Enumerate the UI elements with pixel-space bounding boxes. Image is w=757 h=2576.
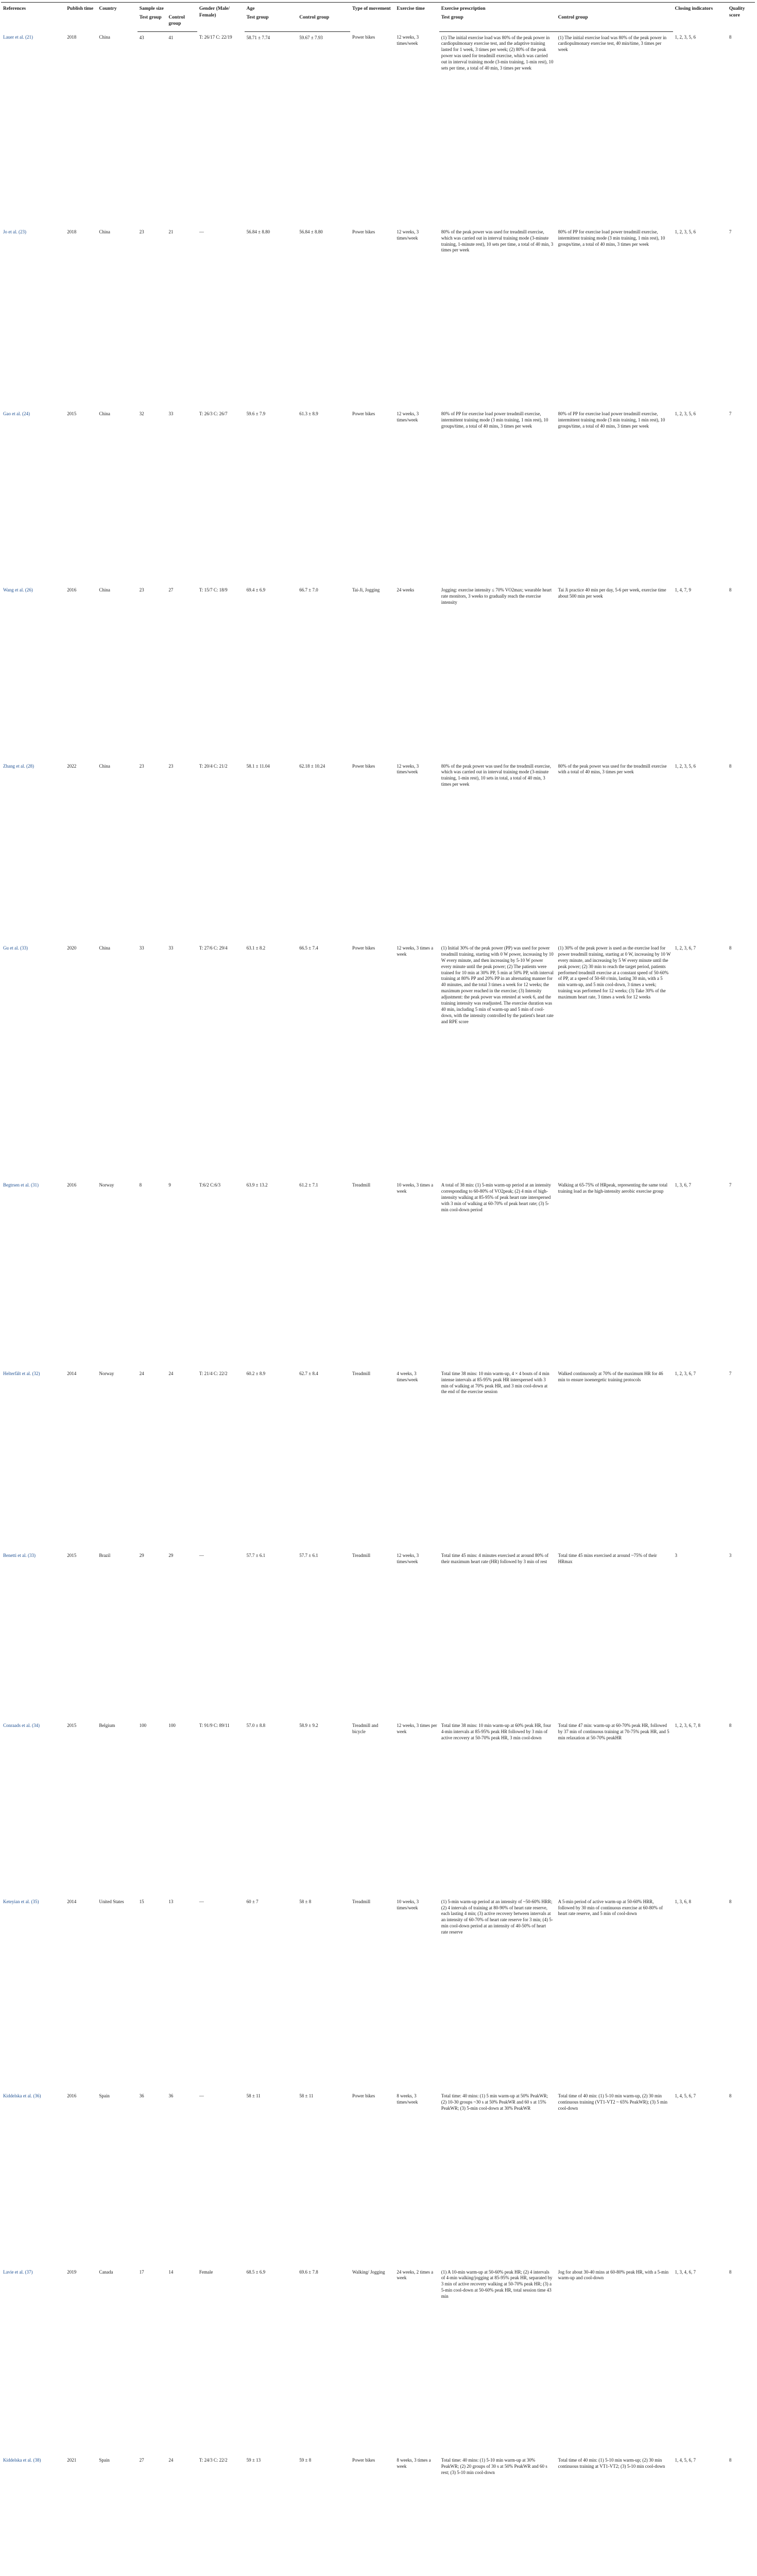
country-cell: China	[99, 945, 110, 951]
country-cell: Canada	[99, 2269, 113, 2275]
reference-cell[interactable]: Gao et al. (24)	[3, 411, 30, 417]
exercise-time-cell: 8 weeks, 3 times/week	[397, 2093, 418, 2105]
prescription-control-cell: 80% of PP for exercise load power treadmill exercise, intermittent training mode (3 min training, 1 min rest), 10 groups/time, a total of 40 mins, 3 times per week	[558, 229, 665, 247]
closing-indicators-cell: 1, 2, 3, 5, 6	[675, 229, 696, 234]
sample-test-cell: 23	[139, 763, 144, 769]
sample-control-cell: 100	[168, 1723, 176, 1728]
prescription-test-cell: 80% of the peak power was used for treadmill exercise, which was carried out in interval training mode (3-minute training, 1-minute rest), 10 sets per time, a total of 40 min, 3 times per week	[441, 229, 554, 253]
exercise-time-cell: 12 weeks, 3 times per week	[397, 1723, 437, 1734]
reference-cell[interactable]: Jo et al. (23)	[3, 229, 26, 234]
sample-test-cell: 27	[139, 2457, 144, 2463]
country-cell: China	[99, 411, 110, 417]
study-characteristics-table	[1, 2, 755, 2576]
movement-type-cell: Power bikes	[352, 945, 375, 951]
table-row	[1, 584, 755, 760]
movement-type-cell: Power bikes	[352, 2457, 375, 2463]
col-sample-test: Test group	[137, 13, 167, 32]
gender-cell: —	[199, 229, 204, 234]
publish-time-cell: 2015	[67, 1723, 77, 1728]
age-control-cell: 61.2 ± 7.1	[299, 1182, 318, 1188]
age-control-cell: 57.7 ± 6.1	[299, 1553, 318, 1558]
exercise-time-cell: 12 weeks, 3 times/week	[397, 1553, 419, 1565]
closing-indicators-cell: 1, 4, 5, 6, 7	[675, 2457, 696, 2463]
table-row	[1, 2454, 755, 2576]
table-row	[1, 1179, 755, 1367]
exercise-time-cell: 10 weeks, 3 times a week	[397, 1182, 434, 1194]
sample-test-cell: 23	[139, 587, 144, 592]
age-test-cell: 58.71 ± 7.74	[246, 35, 270, 40]
age-control-cell: 66.5 ± 7.4	[299, 945, 318, 951]
exercise-time-cell: 12 weeks, 3 times/week	[397, 411, 419, 423]
reference-cell[interactable]: Begtrsen et al. (31)	[3, 1182, 39, 1188]
col-exercise-prescription: Exercise prescription	[439, 3, 673, 13]
country-cell: Norway	[99, 1370, 114, 1376]
gender-cell: T: 15/7 C: 18/9	[199, 587, 228, 592]
quality-score-cell: 8	[729, 1723, 732, 1728]
prescription-control-cell: A 5-min period of active warm-up at 50-60% HRR, followed by 30 min of continuous exercise at 60-80% of heart rate reserve, and 5 min of cool-down	[558, 1899, 663, 1917]
col-age-control: Control group	[297, 13, 350, 32]
table-body	[1, 31, 755, 2576]
sample-test-cell: 36	[139, 2093, 144, 2098]
gender-cell: T: 26/17 C: 22/19	[199, 35, 232, 40]
sample-test-cell: 8	[139, 1182, 142, 1188]
quality-score-cell: 8	[729, 945, 732, 951]
sample-test-cell: 23	[139, 229, 144, 234]
col-country: Country	[97, 3, 137, 32]
closing-indicators-cell: 1, 3, 4, 6, 7	[675, 2269, 696, 2275]
sample-control-cell: 29	[168, 1553, 174, 1558]
sample-test-cell: 100	[139, 1723, 147, 1728]
gender-cell: —	[199, 2093, 204, 2098]
age-test-cell: 59.6 ± 7.9	[246, 411, 266, 417]
prescription-test-cell: 80% of the peak power was used for the treadmill exercise, which was carried out in interval training mode (3-minute training, 1-min rest), 10 sets in total, a total of 40 min, 3 times per week	[441, 763, 551, 787]
reference-cell[interactable]: Lavie et al. (37)	[3, 2269, 33, 2275]
quality-score-cell: 7	[729, 411, 732, 417]
closing-indicators-cell: 3	[675, 1553, 678, 1558]
prescription-control-cell: (1) The initial exercise load was 80% of the peak power in cardiopulmonary exercise test, 40 min/time, 3 times per week	[558, 35, 667, 53]
age-test-cell: 58 ± 11	[246, 2093, 261, 2098]
sample-test-cell: 32	[139, 411, 144, 417]
prescription-control-cell: Total time 47 min: warm-up at 60-70% peak HR, followed by 37 min of continuous training at 70-75% peak HR, and 5 min relaxation at 50-70% peakHR	[558, 1723, 669, 1740]
sample-control-cell: 9	[168, 1182, 171, 1188]
prescription-control-cell: Total time 45 mins exercised at around ~75% of their HRmax	[558, 1553, 657, 1565]
age-control-cell: 58 ± 11	[299, 2093, 314, 2098]
country-cell: Belgium	[99, 1723, 115, 1728]
publish-time-cell: 2018	[67, 229, 77, 234]
reference-cell[interactable]: Kiddelska et al. (36)	[3, 2093, 41, 2098]
gender-cell: T: 21/4 C: 22/2	[199, 1370, 228, 1376]
reference-cell[interactable]: Gu et al. (33)	[3, 945, 28, 951]
prescription-test-cell: Total time 45 mins: 4 minutes exercised at around 80% of their maximum heart rate (HR) followed by 3 min of rest	[441, 1553, 549, 1565]
gender-cell: —	[199, 1553, 204, 1558]
col-age: Age	[245, 3, 350, 13]
age-control-cell: 59 ± 8	[299, 2457, 312, 2463]
country-cell: Spain	[99, 2093, 110, 2098]
prescription-test-cell: Total time 38 mins: 10 min warm-up, 4 × 4 bouts of 4 min intense intervals at 85-95% peak HR interspersed with 3 min of walking at 70% peak HR, and 3 min cool-down at the end of the exercise session	[441, 1370, 549, 1395]
col-sample-size: Sample size	[137, 3, 197, 13]
gender-cell: Female	[199, 2269, 213, 2275]
prescription-test-cell: Total time: 40 mins: (1) 5-10 min warm-up at 30% PeakWR; (2) 20 groups of 30 s at 50% PeakWR and 60 s rest; (3) 5-10 min cool-down	[441, 2457, 547, 2475]
country-cell: China	[99, 587, 110, 592]
publish-time-cell: 2016	[67, 2093, 77, 2098]
reference-cell[interactable]: Keteyian et al. (35)	[3, 1899, 39, 1904]
col-publish-time: Publish time	[65, 3, 97, 32]
age-control-cell: 66.7 ± 7.0	[299, 587, 318, 592]
movement-type-cell: Power bikes	[352, 763, 375, 769]
sample-test-cell: 43	[139, 35, 144, 40]
prescription-control-cell: (1) 30% of the peak power is used as the exercise load for power treadmill training, starting at 0 W, increasing by 10 W every minute, and increasing by 5 W every minute until the peak power; (2) 30 min to reach the target period, patients performed treadmill exercise at a constant speed of 50-60% of PP, at a speed of 50-60 r/min, lasting 30 min, with a 5 min warm-up, and 5 min cool-down, 3 times a week; training was performed for 12 weeks; (3) Take 30% of the maximum heart rate, 3 times a week for 12 weeks	[558, 945, 671, 1000]
sample-control-cell: 33	[168, 411, 174, 417]
closing-indicators-cell: 1, 3, 6, 8	[675, 1899, 692, 1904]
prescription-control-cell: Tai Ji practice 40 min per day, 5-6 per week, exercise time about 500 min per week	[558, 587, 666, 599]
quality-score-cell: 8	[729, 35, 732, 40]
movement-type-cell: Power bikes	[352, 411, 375, 417]
gender-cell: T:6/2 C:6/3	[199, 1182, 221, 1188]
col-quality-score: Quality score	[727, 3, 755, 32]
table-row	[1, 226, 755, 409]
closing-indicators-cell: 1, 4, 7, 9	[675, 587, 692, 592]
quality-score-cell: 8	[729, 2093, 732, 2098]
movement-type-cell: Treadmill	[352, 1182, 371, 1188]
age-test-cell: 59 ± 13	[246, 2457, 261, 2463]
prescription-test-cell: Jogging: exercise intensity ≤ 70% VO2max; wearable heart rate monitors, 3 weeks to gradually reach the exercise intensity	[441, 587, 552, 605]
sample-control-cell: 27	[168, 587, 174, 592]
exercise-time-cell: 12 weeks, 3 times/week	[397, 763, 419, 775]
sample-test-cell: 24	[139, 1370, 144, 1376]
prescription-test-cell: 80% of PP for exercise load power treadmill exercise, intermittent training mode (3 min training, 1 min rest), 10 groups/time, a total of 40 mins, 3 times per week	[441, 411, 548, 429]
sample-control-cell: 21	[168, 229, 174, 234]
movement-type-cell: Treadmill	[352, 1553, 371, 1558]
quality-score-cell: 7	[729, 1370, 732, 1376]
publish-time-cell: 2020	[67, 945, 77, 951]
col-references: References	[1, 3, 65, 32]
quality-score-cell: 3	[729, 1553, 732, 1558]
table-row	[1, 31, 755, 226]
publish-time-cell: 2014	[67, 1899, 77, 1904]
prescription-control-cell: Jog for about 30-40 mins at 60-80% peak HR, with a 5-min warm-up and cool-down	[558, 2269, 669, 2281]
movement-type-cell: Power bikes	[352, 2093, 375, 2098]
sample-control-cell: 36	[168, 2093, 174, 2098]
reference-cell[interactable]: Helterfält et al. (32)	[3, 1370, 40, 1376]
sample-control-cell: 23	[168, 763, 174, 769]
exercise-time-cell: 8 weeks, 3 times a week	[397, 2457, 431, 2469]
publish-time-cell: 2018	[67, 35, 77, 40]
age-control-cell: 58 ± 8	[299, 1899, 312, 1904]
age-test-cell: 57.0 ± 8.8	[246, 1723, 266, 1728]
age-control-cell: 62.18 ± 10.24	[299, 763, 325, 769]
prescription-control-cell: Walked continuously at 70% of the maximum HR for 46 min to ensure isoenergetic training protocols	[558, 1370, 663, 1382]
closing-indicators-cell: 1, 2, 3, 6, 7, 8	[675, 1723, 701, 1728]
reference-cell[interactable]: Wang et al. (26)	[3, 587, 33, 592]
age-control-cell: 69.6 ± 7.8	[299, 2269, 318, 2275]
table-row	[1, 1368, 755, 1550]
age-test-cell: 69.4 ± 6.9	[246, 587, 266, 592]
prescription-control-cell: Total time of 40 min: (1) 5-10 min warm-up, (2) 30 min continuous training (VT1-VT2 ~ 65% PeakWR); (3) 5 min cool-down	[558, 2093, 667, 2111]
age-control-cell: 56.84 ± 8.80	[299, 229, 323, 234]
sample-test-cell: 29	[139, 1553, 144, 1558]
publish-time-cell: 2022	[67, 763, 77, 769]
closing-indicators-cell: 1, 2, 3, 5, 6	[675, 35, 696, 40]
gender-cell: T: 20/4 C: 21/2	[199, 763, 228, 769]
gender-cell: T: 91/9 C: 89/11	[199, 1723, 230, 1728]
prescription-test-cell: Total time 38 mins: 10 min warm-up at 60% peak HR, four 4-min intervals at 85-95% peak HR followed by 3 min of active recovery at 50-70% peak HR, 3 min cool-down	[441, 1723, 552, 1740]
publish-time-cell: 2016	[67, 587, 77, 592]
movement-type-cell: Power bikes	[352, 35, 375, 40]
table-row	[1, 2090, 755, 2266]
table-row	[1, 2266, 755, 2454]
prescription-test-cell: (1) A 10-min warm-up at 50-60% peak HR; (2) 4 intervals of 4-min walking/jogging at 85-95% peak HR, separated by 3 min of active recovery walking at 50-70% peak HR; (3) a 5-min cool-down at 50-60% peak HR, total session time 43 min	[441, 2269, 553, 2299]
reference-cell[interactable]: Lauer et al. (21)	[3, 35, 33, 40]
reference-cell[interactable]: Zhang et al. (28)	[3, 763, 34, 769]
exercise-time-cell: 10 weeks, 3 times/week	[397, 1899, 419, 1910]
quality-score-cell: 8	[729, 2269, 732, 2275]
age-test-cell: 56.84 ± 8.80	[246, 229, 270, 234]
sample-test-cell: 33	[139, 945, 144, 951]
prescription-test-cell: (1) Initial 30% of the peak power (PP) was used for power treadmill training, starting with 0 W power, increasing by 10 W every minute, and then increasing by 5-10 W power every minute until the peak power; (2) The patients were trained for 10 min at 30% PP, 5 min at 50% PP, with interval training at 80% PP and 20% PP in an alternating manner for 40 minutes, and the total 3 times a week for 12 weeks; the maximum power reached in the exercise; (3) Intensity adjustment: the peak power was retested at week 6, and the training intensity was readjusted. The exercise duration was 40 min, including 5 min of warm-up and 5 min of cool-down, with the intensity controlled by the patient's heart rate and RPE score	[441, 945, 554, 1024]
publish-time-cell: 2015	[67, 411, 77, 417]
sample-control-cell: 14	[168, 2269, 174, 2275]
age-test-cell: 63.9 ± 13.2	[246, 1182, 268, 1188]
exercise-time-cell: 12 weeks, 3 times/week	[397, 229, 419, 241]
table-row	[1, 1720, 755, 1896]
exercise-time-cell: 24 weeks	[397, 587, 415, 592]
exercise-time-cell: 4 weeks, 3 times/week	[397, 1370, 418, 1382]
closing-indicators-cell: 1, 2, 3, 6, 7	[675, 1370, 696, 1376]
movement-type-cell: Treadmill	[352, 1899, 371, 1904]
age-test-cell: 63.1 ± 8.2	[246, 945, 266, 951]
age-test-cell: 68.5 ± 6.9	[246, 2269, 266, 2275]
country-cell: United States	[99, 1899, 124, 1904]
country-cell: China	[99, 229, 110, 234]
country-cell: Spain	[99, 2457, 110, 2463]
country-cell: Norway	[99, 1182, 114, 1188]
col-gender: Gender (Male/ Female)	[197, 3, 245, 32]
publish-time-cell: 2016	[67, 1182, 77, 1188]
gender-cell: T: 27/6 C: 29/4	[199, 945, 228, 951]
age-control-cell: 59.67 ± 7.93	[299, 35, 323, 40]
col-prescription-test: Test group	[439, 13, 556, 32]
movement-type-cell: Tai-Ji, Jogging	[352, 587, 380, 592]
exercise-time-cell: 24 weeks, 2 times a week	[397, 2269, 434, 2281]
quality-score-cell: 7	[729, 1182, 732, 1188]
prescription-test-cell: (1) 5-min warm-up period at an intensity of ~50-60% HRR; (2) 4 intervals of training at 80-90% of heart rate reserve, each lasting 4 min; (3) active recovery between intervals at an intensity of 60-70% of heart rate reserve for 3 min; (4) 5-min cool-down period at an intensity of 40-50% of heart rate reserve	[441, 1899, 553, 1935]
sample-control-cell: 33	[168, 945, 174, 951]
quality-score-cell: 8	[729, 2457, 732, 2463]
closing-indicators-cell: 1, 3, 6, 7	[675, 1182, 692, 1188]
reference-cell[interactable]: Conraads et al. (34)	[3, 1723, 40, 1728]
closing-indicators-cell: 1, 4, 5, 6, 7	[675, 2093, 696, 2098]
col-closing-indicators: Closing indicators	[673, 3, 727, 32]
reference-cell[interactable]: Benetti et al. (33)	[3, 1553, 36, 1558]
prescription-control-cell: 80% of the peak power was used for the treadmill exercise with a total of 40 mins, 3 times per week	[558, 763, 667, 775]
movement-type-cell: Walking/ Jogging	[352, 2269, 385, 2275]
publish-time-cell: 2014	[67, 1370, 77, 1376]
exercise-time-cell: 12 weeks, 3 times/week	[397, 35, 419, 46]
prescription-test-cell: (1) The initial exercise load was 80% of the peak power in cardiopulmonary exercise test, and the adaptive training lasted for 1 week, 3 times per week; (2) 80% of the peak power was used for treadmill exercise, which was carried out in interval training mode (3-min training, 1-min rest), 10 sets per time, a total of 40 min, 3 times per week	[441, 35, 554, 71]
sample-test-cell: 15	[139, 1899, 144, 1904]
age-test-cell: 57.7 ± 6.1	[246, 1553, 266, 1558]
movement-type-cell: Treadmill and bicycle	[352, 1723, 378, 1734]
table-header	[1, 3, 755, 32]
prescription-control-cell: 80% of PP for exercise load power treadmill exercise, intermittent training mode (3 min training, 1 min rest), 10 groups/time, a total of 40 mins, 3 times per week	[558, 411, 665, 429]
table-row	[1, 760, 755, 943]
table-row	[1, 1896, 755, 2090]
sample-test-cell: 17	[139, 2269, 144, 2275]
table-row	[1, 408, 755, 584]
age-test-cell: 58.1 ± 11.04	[246, 763, 270, 769]
sample-control-cell: 13	[168, 1899, 174, 1904]
quality-score-cell: 8	[729, 763, 732, 769]
gender-cell: T: 26/3 C: 26/7	[199, 411, 228, 417]
table-row	[1, 942, 755, 1179]
age-control-cell: 62.7 ± 8.4	[299, 1370, 318, 1376]
reference-cell[interactable]: Kiddelska et al. (38)	[3, 2457, 41, 2463]
quality-score-cell: 8	[729, 1899, 732, 1904]
gender-cell: T: 24/3 C: 22/2	[199, 2457, 228, 2463]
closing-indicators-cell: 1, 2, 3, 6, 7	[675, 945, 696, 951]
col-type-of-movement: Type of movement	[350, 3, 394, 32]
country-cell: China	[99, 763, 110, 769]
age-test-cell: 60 ± 7	[246, 1899, 259, 1904]
gender-cell: —	[199, 1899, 204, 1904]
sample-control-cell: 41	[168, 35, 174, 40]
sample-control-cell: 24	[168, 2457, 174, 2463]
age-test-cell: 60.2 ± 8.9	[246, 1370, 266, 1376]
country-cell: China	[99, 35, 110, 40]
prescription-control-cell: Total time of 40 min: (1) 5-10 min warm-up; (2) 30 min continuous training at VT1-VT2; (3) 5-10 min cool-down	[558, 2457, 665, 2469]
publish-time-cell: 2019	[67, 2269, 77, 2275]
sample-control-cell: 24	[168, 1370, 174, 1376]
prescription-control-cell: Walking at 65-75% of HRpeak, representing the same total training load as the high-intensity aerobic exercise group	[558, 1182, 668, 1194]
col-prescription-control: Control group	[556, 13, 673, 32]
col-exercise-time: Exercise time	[394, 3, 439, 32]
closing-indicators-cell: 1, 2, 3, 5, 6	[675, 763, 696, 769]
age-control-cell: 61.3 ± 8.9	[299, 411, 318, 417]
movement-type-cell: Power bikes	[352, 229, 375, 234]
exercise-time-cell: 12 weeks, 3 times a week	[397, 945, 434, 957]
table-row	[1, 1550, 755, 1720]
closing-indicators-cell: 1, 2, 3, 5, 6	[675, 411, 696, 417]
publish-time-cell: 2015	[67, 1553, 77, 1558]
col-sample-control: Control group	[166, 13, 197, 32]
quality-score-cell: 8	[729, 587, 732, 592]
quality-score-cell: 7	[729, 229, 732, 234]
age-control-cell: 58.9 ± 9.2	[299, 1723, 318, 1728]
prescription-test-cell: A total of 38 min: (1) 5-min warm-up period at an intensity corresponding to 60-80% of VO2peak; (2) 4 min of high-intensity walking at 85-95% of peak heart rate interspersed with 3 min of walking at 60-70% of peak heart rate; (3) 5-min cool-down period	[441, 1182, 551, 1212]
country-cell: Brazil	[99, 1553, 111, 1558]
prescription-test-cell: Total time: 40 mins: (1) 5 min warm-up at 50% PeakWR; (2) 10-30 groups ~30 s at 50% PeakWR and 60 s at 15% PeakWR; (3) 5-min cool-down at 30% PeakWR	[441, 2093, 548, 2111]
publish-time-cell: 2021	[67, 2457, 77, 2463]
col-age-test: Test group	[245, 13, 298, 32]
movement-type-cell: Treadmill	[352, 1370, 371, 1376]
